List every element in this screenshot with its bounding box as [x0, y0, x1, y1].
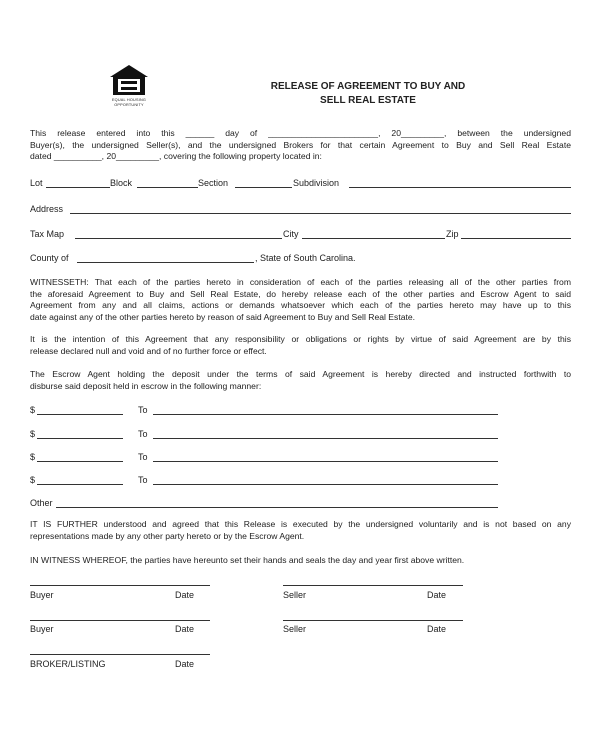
tax-map-field[interactable]: [75, 238, 282, 239]
date-label: Date: [175, 590, 195, 600]
escrow-paragraph: The Escrow Agent holding the deposit under the terms of said Agreement is hereby directed and instructed forthwith to disburse said deposit held in escrow in the following manner:: [30, 369, 571, 391]
seller-label: Seller: [283, 590, 307, 600]
seller-label: Seller: [283, 624, 307, 634]
dollar-sign: $: [30, 429, 36, 439]
dollar-sign: $: [30, 452, 36, 462]
seller-signature-line[interactable]: [283, 620, 463, 621]
buyer-signature-line[interactable]: [30, 585, 210, 586]
to-label: To: [138, 475, 148, 485]
intro-line-2: Buyer(s), the undersigned Seller(s), and the undersigned Brokers for that certain Agreement to Buy and Sell Real Estate: [30, 139, 571, 150]
document-title: RELEASE OF AGREEMENT TO BUY AND SELL REAL ESTATE: [270, 81, 466, 106]
to-label: To: [138, 452, 148, 462]
subdivision-label: Subdivision: [293, 178, 340, 188]
buyer-label: Buyer: [30, 624, 54, 634]
address-field[interactable]: [70, 213, 571, 214]
intro-line-1: This release entered into this ______ day of _______________________, 20_________, between the undersigned: [30, 128, 571, 138]
recipient-field[interactable]: [153, 438, 498, 439]
seller-signature-line[interactable]: [283, 585, 463, 586]
section-field[interactable]: [235, 187, 292, 188]
city-label: City: [283, 229, 299, 239]
logo-text-1: EQUAL HOUSING: [111, 98, 147, 102]
amount-field[interactable]: [37, 414, 123, 415]
zip-label: Zip: [446, 229, 459, 239]
in-witness-text: IN WITNESS WHEREOF, the parties have hereunto set their hands and seals the day and year first above written.: [30, 555, 465, 565]
buyer-signature-line[interactable]: [30, 620, 210, 621]
further-paragraph: IT IS FURTHER understood and agreed that this Release is executed by the undersigned voluntarily and is not based on any representations made by any other party hereto or by the Escrow Agent.: [30, 519, 571, 541]
recipient-field[interactable]: [153, 461, 498, 462]
date-label: Date: [175, 624, 195, 634]
zip-field[interactable]: [461, 238, 571, 239]
house-icon: [100, 64, 158, 96]
other-field[interactable]: [56, 507, 498, 508]
lot-field[interactable]: [46, 187, 110, 188]
recipient-field[interactable]: [153, 414, 498, 415]
broker-label: BROKER/LISTING: [30, 659, 106, 669]
county-field[interactable]: [77, 262, 254, 263]
equal-housing-logo: [100, 64, 158, 108]
state-text: , State of South Carolina.: [255, 253, 356, 263]
buyer-label: Buyer: [30, 590, 54, 600]
date-label: Date: [427, 624, 447, 634]
intention-paragraph: It is the intention of this Agreement that any responsibility or obligations or rights by virtue of said Agreement are by this release declared null and void and of no further force or effect.: [30, 334, 571, 356]
tax-map-label: Tax Map: [30, 229, 65, 239]
date-label: Date: [175, 659, 195, 669]
block-field[interactable]: [137, 187, 198, 188]
subdivision-field[interactable]: [349, 187, 571, 188]
block-label: Block: [110, 178, 133, 188]
witnesseth-paragraph: WITNESSETH: That each of the parties hereto in consideration of each of the parties releasing all of the other parties from the aforesaid Agreement to Buy and Sell Real Estate, do hereby release each of the other parties and Escrow Agent to said Agreement from any and all claims, actions or demands whatsoever which each of the parties hereto may have up to this date against any of the other parties hereto by reason of said Agreement to Buy and Sell Real Estate.: [30, 277, 571, 322]
county-label: County of: [30, 253, 69, 263]
recipient-field[interactable]: [153, 484, 498, 485]
amount-field[interactable]: [37, 461, 123, 462]
city-field[interactable]: [302, 238, 445, 239]
broker-signature-line[interactable]: [30, 654, 210, 655]
lot-label: Lot: [30, 178, 43, 188]
to-label: To: [138, 429, 148, 439]
other-label: Other: [30, 498, 53, 508]
dollar-sign: $: [30, 405, 36, 415]
amount-field[interactable]: [37, 484, 123, 485]
intro-paragraph: [30, 128, 571, 163]
intro-line-3: dated __________, 20_________, covering the following property located in:: [30, 151, 322, 162]
to-label: To: [138, 405, 148, 415]
amount-field[interactable]: [37, 438, 123, 439]
dollar-sign: $: [30, 475, 36, 485]
logo-text-2: OPPORTUNITY: [114, 102, 144, 107]
address-label: Address: [30, 204, 64, 214]
date-label: Date: [427, 590, 447, 600]
section-label: Section: [198, 178, 229, 188]
